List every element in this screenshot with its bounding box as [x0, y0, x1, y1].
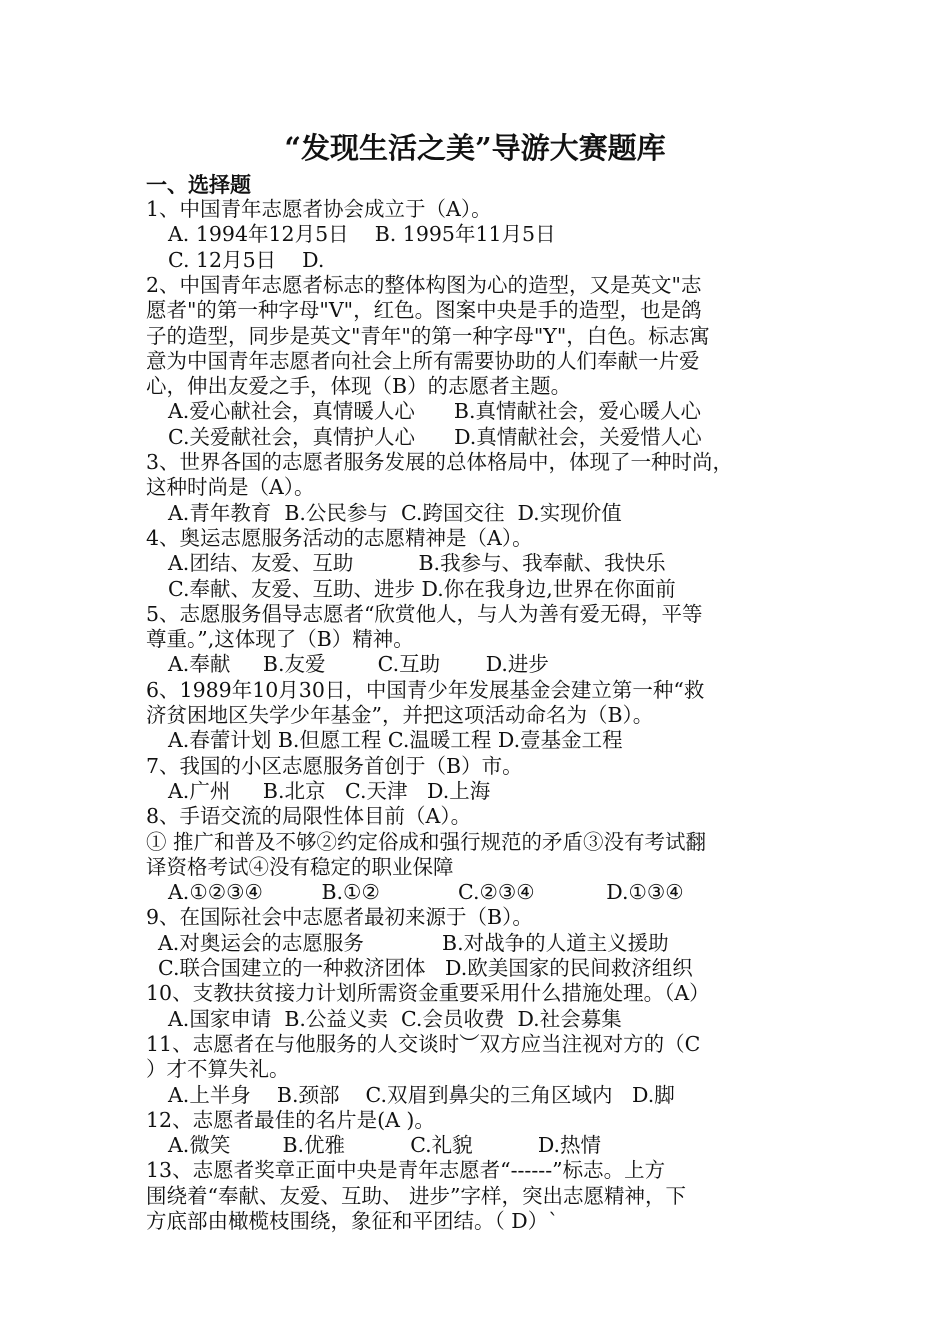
option-line: A.爱心献社会，真情暖人心 B.真情献社会，爱心暖人心: [168, 399, 701, 424]
question-line: 4、奥运志愿服务活动的志愿精神是（A）。: [146, 525, 533, 550]
option-line: A.上半身 B.颈部 C.双眉到鼻尖的三角区域内 D.脚: [168, 1082, 675, 1107]
option-line: C.奉献、友爱、互助、进步 D.你在我身边,世界在你面前: [168, 576, 676, 601]
question-line: 3、世界各国的志愿者服务发展的总体格局中，体现了一种时尚，: [146, 450, 734, 474]
option-line: C.关爱献社会，真情护人心 D.真情献社会，关爱惜人心: [168, 424, 702, 449]
question-line: 8、手语交流的局限性体目前（A）。: [146, 804, 472, 829]
question-line: 11、志愿者在与他服务的人交谈时︶双方应当注视对方的（C: [146, 1031, 701, 1056]
option-line: C. 12月5日 D.: [168, 247, 325, 272]
option-line: A.春蕾计划 B.但愿工程 C.温暖工程 D.壹基金工程: [168, 728, 623, 753]
question-line: 愿者"的第一种字母"V"，红色。图案中央是手的造型，也是鸽: [146, 298, 702, 323]
question-line: 译资格考试④没有稳定的职业保障: [146, 854, 454, 879]
option-line: A. 1994年12月5日 B. 1995年11月5日: [168, 222, 556, 247]
question-line: 13、志愿者奖章正面中央是青年志愿者“------”标志。上方: [146, 1158, 666, 1183]
question-line: 济贫困地区失学少年基金”，并把这项活动命名为（B）。: [146, 703, 654, 727]
question-line: ）才不算失礼。: [146, 1057, 290, 1082]
question-line: ① 推广和普及不够②约定俗成和强行规范的矛盾③没有考试翻: [146, 829, 707, 854]
question-line: 方底部由橄榄枝围绕，象征和平团结。（ D）`: [146, 1209, 559, 1233]
question-line: 1、中国青年志愿者协会成立于（A）。: [146, 197, 492, 221]
question-line: 2、中国青年志愿者标志的整体构图为心的造型，又是英文"志: [146, 272, 702, 297]
section-heading: 一、选择题: [146, 173, 251, 197]
question-line: 这种时尚是（A）。: [146, 475, 315, 500]
option-line: C.联合国建立的一种救济团体 D.欧美国家的民间救济组织: [158, 956, 693, 980]
option-line: A.国家申请 B.公益义卖 C.会员收费 D.社会募集: [168, 1006, 622, 1031]
question-line: 12、志愿者最佳的名片是(A )。: [146, 1107, 435, 1132]
question-line: 意为中国青年志愿者向社会上所有需要协助的人们奉献一片爱: [146, 348, 700, 373]
option-line: A.广州 B.北京 C.天津 D.上海: [168, 778, 491, 803]
option-line: A.微笑 B.优雅 C.礼貌 D.热情: [168, 1133, 602, 1158]
question-line: 10、支教扶贫接力计划所需资金重要采用什么措施处理。（A）: [146, 981, 710, 1006]
question-line: 7、我国的小区志愿服务首创于（B）市。: [146, 753, 523, 778]
option-line: A.奉献 B.友爱 C.互助 D.进步: [168, 652, 549, 677]
option-line: A.①②③④ B.①② C.②③④ D.①③④: [168, 880, 684, 905]
document-title: “发现生活之美”导游大赛题库: [284, 131, 666, 165]
question-line: 9、在国际社会中志愿者最初来源于（B）。: [146, 905, 533, 930]
option-line: A.对奥运会的志愿服务 B.对战争的人道主义援助: [158, 930, 669, 955]
question-line: 6、1989年10月30日，中国青少年发展基金会建立第一种“救: [146, 677, 705, 702]
option-line: A.青年教育 B.公民参与 C.跨国交往 D.实现价值: [168, 500, 622, 525]
question-line: 5、志愿服务倡导志愿者“欣赏他人，与人为善有爱无碍，平等: [146, 601, 703, 626]
question-line: 围绕着“奉献、友爱、互助、 进步”字样，突出志愿精神，下: [146, 1183, 686, 1208]
option-line: A.团结、友爱、互助 B.我参与、我奉献、我快乐: [168, 551, 666, 576]
question-line: 子的造型，同步是英文"青年"的第一种字母"Y"，白色。标志寓: [146, 323, 710, 348]
question-line: 心，伸出友爱之手，体现（B）的志愿者主题。: [146, 374, 572, 399]
question-line: 尊重。”,这体现了（B）精神。: [146, 627, 414, 652]
